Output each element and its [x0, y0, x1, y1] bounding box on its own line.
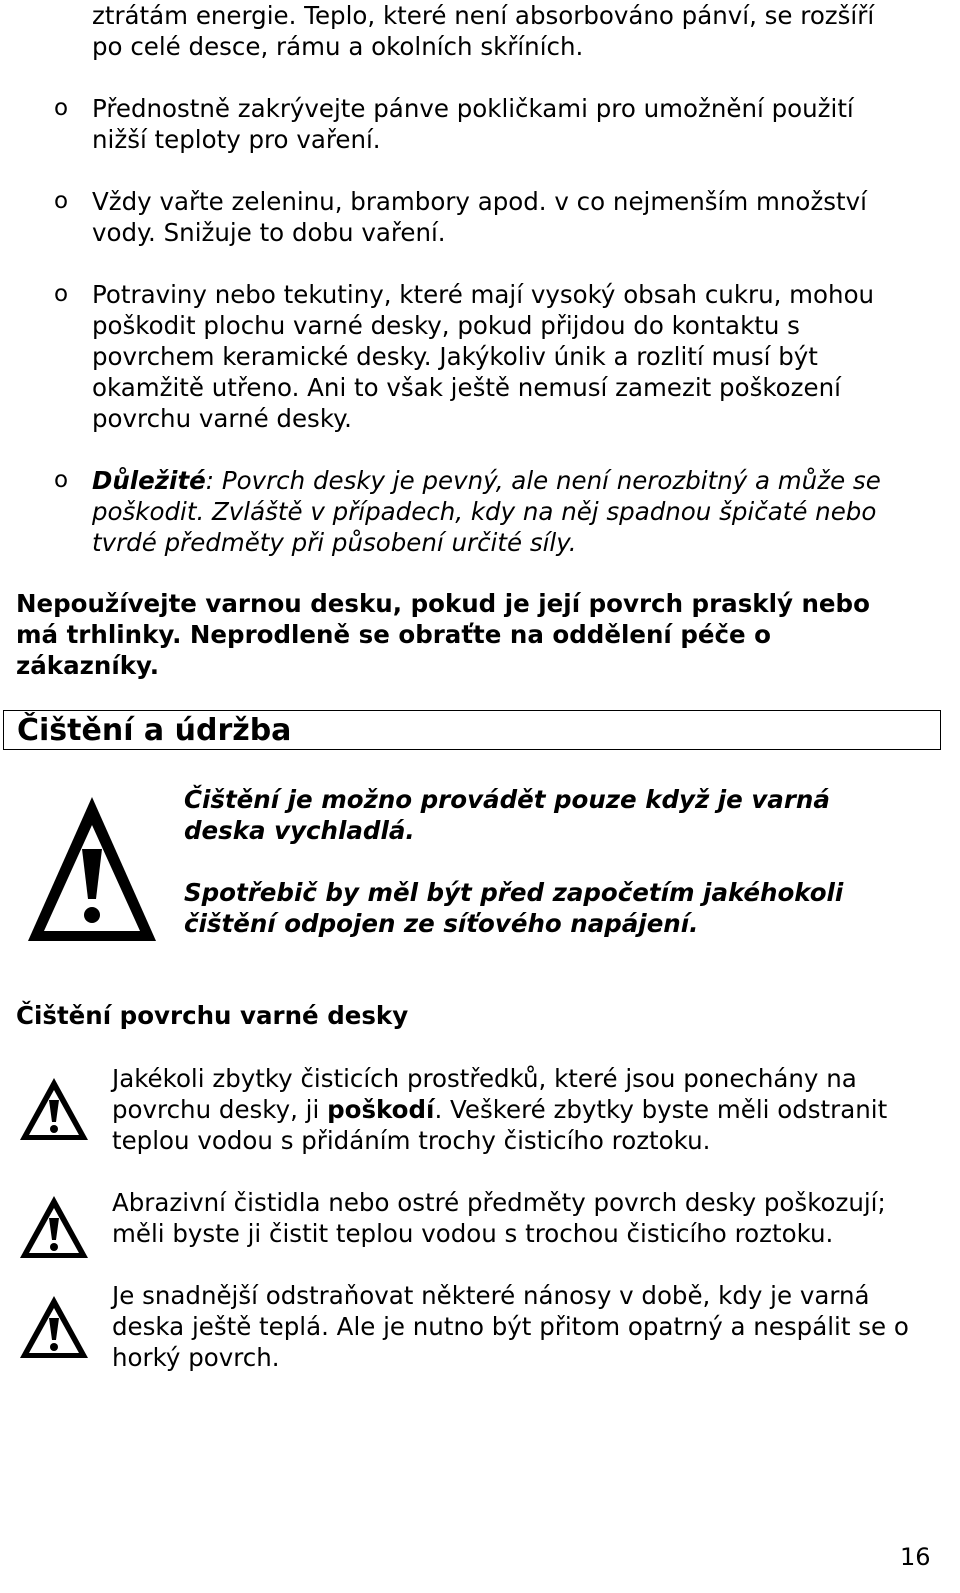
warning-triangle-icon	[18, 1194, 90, 1260]
bullet-marker: o	[54, 467, 69, 493]
warning-triangle-icon	[18, 1076, 90, 1142]
important-text: : Povrch desky je pevný, ale není nerozbitný a může se poškodit. Zvláště v případech, kdy na něj spadnou špičaté nebo tvrdé předměty při působení určité síly.	[92, 466, 881, 557]
bullet-marker: o	[54, 281, 69, 307]
care-p1-after: . Veškeré zbytky byste měli odstranit teplou vodou s přidáním trochy čisticího roztoku.	[112, 1095, 888, 1155]
bullet-item-important	[92, 465, 932, 558]
subsection-title: Čištění povrchu varné desky	[16, 1001, 409, 1030]
intro-line-1: ztrátám energie. Teplo, které není absorbováno pánví, se rozšíří	[92, 1, 875, 30]
bullet-marker: o	[54, 188, 69, 214]
important-label: Důležité	[92, 466, 206, 495]
care-paragraph-warm: Je snadnější odstraňovat některé nánosy v době, kdy je varná deska ještě teplá. Ale je nutno být přitom opatrný a nespálit se o horký povrch.	[112, 1281, 909, 1372]
notice-disconnect: Spotřebič by měl být před započetím jakéhokoli čištění odpojen ze síťového napájení.	[184, 878, 844, 938]
bullet-marker: o	[54, 95, 69, 121]
notice-cool-down: Čištění je možno provádět pouze když je varná deska vychladlá.	[184, 785, 830, 845]
bullet-item: Přednostně zakrývejte pánve pokličkami pro umožnění použití nižší teploty pro vaření.	[92, 94, 854, 154]
section-heading-box	[3, 710, 941, 750]
warning-paragraph: Nepoužívejte varnou desku, pokud je její povrch prasklý nebo má trhlinky. Neprodleně se obraťte na oddělení péče o zákazníky.	[16, 589, 870, 680]
warning-triangle-icon	[24, 793, 160, 945]
bullet-item: Vždy vařte zeleninu, brambory apod. v co nejmenším množství vody. Snižuje to dobu vaření.	[92, 187, 867, 247]
care-paragraph-abrasive: Abrazivní čistidla nebo ostré předměty povrch desky poškozují; měli byste ji čistit teplou vodou s trochou čisticího roztoku.	[112, 1188, 886, 1248]
section-title: Čištění a údržba	[17, 713, 292, 748]
warning-triangle-icon	[18, 1294, 90, 1360]
care-paragraph-residue	[112, 1063, 942, 1156]
intro-line-2: po celé desce, rámu a okolních skříních.	[92, 32, 584, 61]
page-number: 16	[900, 1543, 931, 1571]
care-p1-before: Jakékoli zbytky čisticích prostředků, které jsou ponechány na povrchu desky, ji	[112, 1064, 857, 1124]
bullet-item: Potraviny nebo tekutiny, které mají vysoký obsah cukru, mohou poškodit plochu varné desky, pokud přijdou do kontaktu s povrchem keramické desky. Jakýkoliv únik a rozlití musí být okamžitě utřeno. Ani to však ještě nemusí zamezit poškození povrchu varné desky.	[92, 280, 875, 433]
intro-text	[92, 0, 952, 62]
care-p1-bold: poškodí	[327, 1095, 435, 1124]
